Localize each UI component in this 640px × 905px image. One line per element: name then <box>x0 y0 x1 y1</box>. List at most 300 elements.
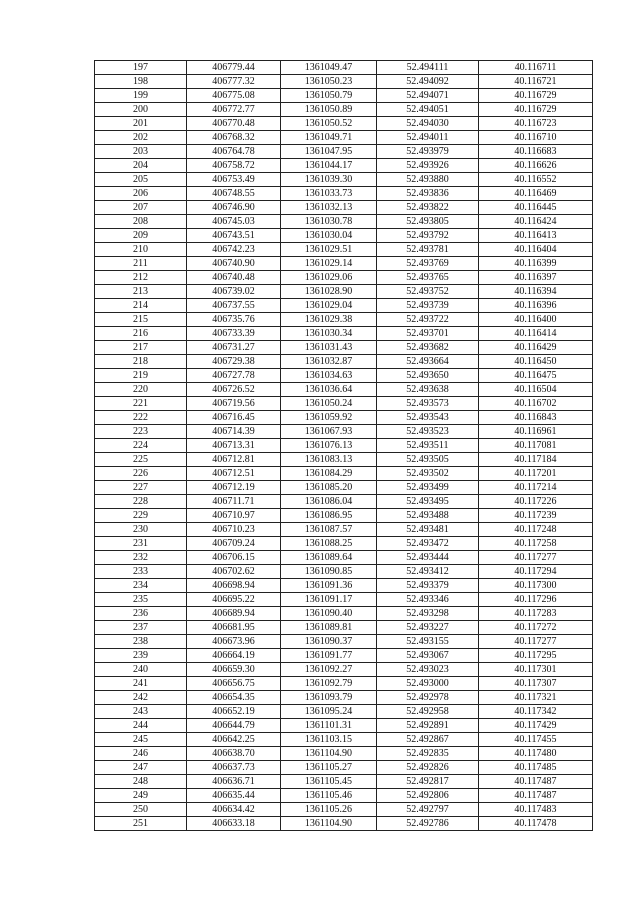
longitude-cell: 40.117487 <box>479 789 593 803</box>
coordinates-table-body <box>95 61 593 831</box>
latitude-cell: 52.493472 <box>377 537 479 551</box>
latitude-cell: 52.493752 <box>377 285 479 299</box>
point-number-cell: 212 <box>95 271 187 285</box>
y-coordinate-cell: 1361034.63 <box>281 369 377 383</box>
table-row <box>95 453 593 467</box>
point-number-cell: 204 <box>95 159 187 173</box>
y-coordinate-cell: 1361030.34 <box>281 327 377 341</box>
table-row <box>95 271 593 285</box>
longitude-cell: 40.116723 <box>479 117 593 131</box>
longitude-cell: 40.117429 <box>479 719 593 733</box>
latitude-cell: 52.492891 <box>377 719 479 733</box>
table-row <box>95 243 593 257</box>
longitude-cell: 40.117307 <box>479 677 593 691</box>
latitude-cell: 52.493444 <box>377 551 479 565</box>
point-number-cell: 209 <box>95 229 187 243</box>
table-row <box>95 761 593 775</box>
longitude-cell: 40.116413 <box>479 229 593 243</box>
table-row <box>95 369 593 383</box>
x-coordinate-cell: 406746.90 <box>187 201 281 215</box>
x-coordinate-cell: 406711.71 <box>187 495 281 509</box>
longitude-cell: 40.116504 <box>479 383 593 397</box>
point-number-cell: 248 <box>95 775 187 789</box>
latitude-cell: 52.493765 <box>377 271 479 285</box>
y-coordinate-cell: 1361092.27 <box>281 663 377 677</box>
y-coordinate-cell: 1361091.77 <box>281 649 377 663</box>
latitude-cell: 52.492826 <box>377 761 479 775</box>
table-row <box>95 103 593 117</box>
table-row <box>95 341 593 355</box>
point-number-cell: 250 <box>95 803 187 817</box>
longitude-cell: 40.117485 <box>479 761 593 775</box>
longitude-cell: 40.117214 <box>479 481 593 495</box>
y-coordinate-cell: 1361105.27 <box>281 761 377 775</box>
table-row <box>95 817 593 831</box>
latitude-cell: 52.494051 <box>377 103 479 117</box>
y-coordinate-cell: 1361050.23 <box>281 75 377 89</box>
y-coordinate-cell: 1361076.13 <box>281 439 377 453</box>
table-row <box>95 131 593 145</box>
x-coordinate-cell: 406638.70 <box>187 747 281 761</box>
point-number-cell: 249 <box>95 789 187 803</box>
longitude-cell: 40.117487 <box>479 775 593 789</box>
x-coordinate-cell: 406695.22 <box>187 593 281 607</box>
latitude-cell: 52.494111 <box>377 61 479 75</box>
x-coordinate-cell: 406777.32 <box>187 75 281 89</box>
table-row <box>95 439 593 453</box>
table-row <box>95 565 593 579</box>
point-number-cell: 199 <box>95 89 187 103</box>
x-coordinate-cell: 406733.39 <box>187 327 281 341</box>
longitude-cell: 40.117184 <box>479 453 593 467</box>
y-coordinate-cell: 1361083.13 <box>281 453 377 467</box>
x-coordinate-cell: 406681.95 <box>187 621 281 635</box>
y-coordinate-cell: 1361086.95 <box>281 509 377 523</box>
y-coordinate-cell: 1361086.04 <box>281 495 377 509</box>
x-coordinate-cell: 406673.96 <box>187 635 281 649</box>
x-coordinate-cell: 406748.55 <box>187 187 281 201</box>
longitude-cell: 40.117294 <box>479 565 593 579</box>
latitude-cell: 52.493722 <box>377 313 479 327</box>
table-row <box>95 705 593 719</box>
longitude-cell: 40.117321 <box>479 691 593 705</box>
y-coordinate-cell: 1361104.90 <box>281 747 377 761</box>
y-coordinate-cell: 1361029.04 <box>281 299 377 313</box>
table-row <box>95 425 593 439</box>
latitude-cell: 52.492867 <box>377 733 479 747</box>
x-coordinate-cell: 406764.78 <box>187 145 281 159</box>
x-coordinate-cell: 406740.48 <box>187 271 281 285</box>
x-coordinate-cell: 406731.27 <box>187 341 281 355</box>
table-row <box>95 75 593 89</box>
latitude-cell: 52.492817 <box>377 775 479 789</box>
y-coordinate-cell: 1361085.20 <box>281 481 377 495</box>
table-row <box>95 187 593 201</box>
latitude-cell: 52.493227 <box>377 621 479 635</box>
x-coordinate-cell: 406712.51 <box>187 467 281 481</box>
y-coordinate-cell: 1361047.95 <box>281 145 377 159</box>
point-number-cell: 206 <box>95 187 187 201</box>
table-row <box>95 313 593 327</box>
y-coordinate-cell: 1361033.73 <box>281 187 377 201</box>
longitude-cell: 40.117301 <box>479 663 593 677</box>
x-coordinate-cell: 406768.32 <box>187 131 281 145</box>
latitude-cell: 52.493836 <box>377 187 479 201</box>
x-coordinate-cell: 406729.38 <box>187 355 281 369</box>
table-row <box>95 649 593 663</box>
latitude-cell: 52.493502 <box>377 467 479 481</box>
table-row <box>95 677 593 691</box>
longitude-cell: 40.116475 <box>479 369 593 383</box>
latitude-cell: 52.493638 <box>377 383 479 397</box>
table-row <box>95 663 593 677</box>
longitude-cell: 40.116414 <box>479 327 593 341</box>
longitude-cell: 40.116711 <box>479 61 593 75</box>
latitude-cell: 52.492806 <box>377 789 479 803</box>
y-coordinate-cell: 1361029.06 <box>281 271 377 285</box>
table-row <box>95 593 593 607</box>
longitude-cell: 40.117455 <box>479 733 593 747</box>
x-coordinate-cell: 406633.18 <box>187 817 281 831</box>
x-coordinate-cell: 406737.55 <box>187 299 281 313</box>
y-coordinate-cell: 1361050.89 <box>281 103 377 117</box>
latitude-cell: 52.492835 <box>377 747 479 761</box>
latitude-cell: 52.494071 <box>377 89 479 103</box>
y-coordinate-cell: 1361093.79 <box>281 691 377 705</box>
point-number-cell: 240 <box>95 663 187 677</box>
point-number-cell: 245 <box>95 733 187 747</box>
x-coordinate-cell: 406709.24 <box>187 537 281 551</box>
table-row <box>95 299 593 313</box>
table-row <box>95 789 593 803</box>
point-number-cell: 247 <box>95 761 187 775</box>
x-coordinate-cell: 406702.62 <box>187 565 281 579</box>
longitude-cell: 40.116404 <box>479 243 593 257</box>
latitude-cell: 52.493412 <box>377 565 479 579</box>
coordinates-table <box>94 60 593 831</box>
latitude-cell: 52.493000 <box>377 677 479 691</box>
table-row <box>95 495 593 509</box>
point-number-cell: 211 <box>95 257 187 271</box>
y-coordinate-cell: 1361089.81 <box>281 621 377 635</box>
y-coordinate-cell: 1361059.92 <box>281 411 377 425</box>
table-row <box>95 803 593 817</box>
x-coordinate-cell: 406656.75 <box>187 677 281 691</box>
point-number-cell: 251 <box>95 817 187 831</box>
latitude-cell: 52.493067 <box>377 649 479 663</box>
latitude-cell: 52.493499 <box>377 481 479 495</box>
y-coordinate-cell: 1361050.24 <box>281 397 377 411</box>
longitude-cell: 40.116961 <box>479 425 593 439</box>
longitude-cell: 40.117296 <box>479 593 593 607</box>
y-coordinate-cell: 1361103.15 <box>281 733 377 747</box>
x-coordinate-cell: 406740.90 <box>187 257 281 271</box>
y-coordinate-cell: 1361105.46 <box>281 789 377 803</box>
longitude-cell: 40.117283 <box>479 607 593 621</box>
latitude-cell: 52.493346 <box>377 593 479 607</box>
longitude-cell: 40.117480 <box>479 747 593 761</box>
x-coordinate-cell: 406712.19 <box>187 481 281 495</box>
latitude-cell: 52.493481 <box>377 523 479 537</box>
point-number-cell: 207 <box>95 201 187 215</box>
x-coordinate-cell: 406739.02 <box>187 285 281 299</box>
latitude-cell: 52.493650 <box>377 369 479 383</box>
point-number-cell: 246 <box>95 747 187 761</box>
point-number-cell: 233 <box>95 565 187 579</box>
table-row <box>95 523 593 537</box>
table-row <box>95 117 593 131</box>
longitude-cell: 40.117483 <box>479 803 593 817</box>
x-coordinate-cell: 406714.39 <box>187 425 281 439</box>
table-row <box>95 607 593 621</box>
y-coordinate-cell: 1361029.51 <box>281 243 377 257</box>
table-row <box>95 257 593 271</box>
x-coordinate-cell: 406652.19 <box>187 705 281 719</box>
point-number-cell: 210 <box>95 243 187 257</box>
x-coordinate-cell: 406659.30 <box>187 663 281 677</box>
longitude-cell: 40.116626 <box>479 159 593 173</box>
y-coordinate-cell: 1361032.13 <box>281 201 377 215</box>
longitude-cell: 40.116396 <box>479 299 593 313</box>
latitude-cell: 52.493979 <box>377 145 479 159</box>
latitude-cell: 52.493664 <box>377 355 479 369</box>
point-number-cell: 242 <box>95 691 187 705</box>
point-number-cell: 238 <box>95 635 187 649</box>
latitude-cell: 52.493781 <box>377 243 479 257</box>
y-coordinate-cell: 1361049.47 <box>281 61 377 75</box>
y-coordinate-cell: 1361049.71 <box>281 131 377 145</box>
x-coordinate-cell: 406758.72 <box>187 159 281 173</box>
point-number-cell: 203 <box>95 145 187 159</box>
latitude-cell: 52.493543 <box>377 411 479 425</box>
y-coordinate-cell: 1361032.87 <box>281 355 377 369</box>
x-coordinate-cell: 406698.94 <box>187 579 281 593</box>
y-coordinate-cell: 1361090.85 <box>281 565 377 579</box>
table-row <box>95 173 593 187</box>
x-coordinate-cell: 406779.44 <box>187 61 281 75</box>
point-number-cell: 234 <box>95 579 187 593</box>
longitude-cell: 40.116729 <box>479 89 593 103</box>
table-row <box>95 481 593 495</box>
y-coordinate-cell: 1361087.57 <box>281 523 377 537</box>
x-coordinate-cell: 406710.23 <box>187 523 281 537</box>
longitude-cell: 40.116399 <box>479 257 593 271</box>
longitude-cell: 40.116429 <box>479 341 593 355</box>
table-row <box>95 691 593 705</box>
y-coordinate-cell: 1361029.14 <box>281 257 377 271</box>
y-coordinate-cell: 1361039.30 <box>281 173 377 187</box>
longitude-cell: 40.116721 <box>479 75 593 89</box>
longitude-cell: 40.117201 <box>479 467 593 481</box>
point-number-cell: 217 <box>95 341 187 355</box>
x-coordinate-cell: 406654.35 <box>187 691 281 705</box>
y-coordinate-cell: 1361031.43 <box>281 341 377 355</box>
latitude-cell: 52.493573 <box>377 397 479 411</box>
point-number-cell: 205 <box>95 173 187 187</box>
x-coordinate-cell: 406713.31 <box>187 439 281 453</box>
latitude-cell: 52.493822 <box>377 201 479 215</box>
y-coordinate-cell: 1361084.29 <box>281 467 377 481</box>
longitude-cell: 40.116397 <box>479 271 593 285</box>
y-coordinate-cell: 1361050.79 <box>281 89 377 103</box>
latitude-cell: 52.493880 <box>377 173 479 187</box>
point-number-cell: 225 <box>95 453 187 467</box>
point-number-cell: 219 <box>95 369 187 383</box>
table-row <box>95 89 593 103</box>
point-number-cell: 215 <box>95 313 187 327</box>
longitude-cell: 40.116400 <box>479 313 593 327</box>
x-coordinate-cell: 406689.94 <box>187 607 281 621</box>
longitude-cell: 40.117300 <box>479 579 593 593</box>
latitude-cell: 52.494011 <box>377 131 479 145</box>
table-row <box>95 775 593 789</box>
y-coordinate-cell: 1361101.31 <box>281 719 377 733</box>
longitude-cell: 40.116445 <box>479 201 593 215</box>
x-coordinate-cell: 406716.45 <box>187 411 281 425</box>
x-coordinate-cell: 406775.08 <box>187 89 281 103</box>
latitude-cell: 52.494092 <box>377 75 479 89</box>
point-number-cell: 220 <box>95 383 187 397</box>
table-row <box>95 355 593 369</box>
latitude-cell: 52.492958 <box>377 705 479 719</box>
longitude-cell: 40.116710 <box>479 131 593 145</box>
longitude-cell: 40.117248 <box>479 523 593 537</box>
x-coordinate-cell: 406745.03 <box>187 215 281 229</box>
x-coordinate-cell: 406634.42 <box>187 803 281 817</box>
table-row <box>95 229 593 243</box>
longitude-cell: 40.117277 <box>479 635 593 649</box>
table-row <box>95 145 593 159</box>
point-number-cell: 229 <box>95 509 187 523</box>
point-number-cell: 228 <box>95 495 187 509</box>
table-row <box>95 509 593 523</box>
y-coordinate-cell: 1361036.64 <box>281 383 377 397</box>
longitude-cell: 40.116394 <box>479 285 593 299</box>
point-number-cell: 221 <box>95 397 187 411</box>
table-row <box>95 537 593 551</box>
longitude-cell: 40.116683 <box>479 145 593 159</box>
latitude-cell: 52.493155 <box>377 635 479 649</box>
point-number-cell: 226 <box>95 467 187 481</box>
point-number-cell: 239 <box>95 649 187 663</box>
table-row <box>95 467 593 481</box>
point-number-cell: 202 <box>95 131 187 145</box>
point-number-cell: 218 <box>95 355 187 369</box>
y-coordinate-cell: 1361104.90 <box>281 817 377 831</box>
y-coordinate-cell: 1361092.79 <box>281 677 377 691</box>
point-number-cell: 230 <box>95 523 187 537</box>
y-coordinate-cell: 1361095.24 <box>281 705 377 719</box>
latitude-cell: 52.494030 <box>377 117 479 131</box>
longitude-cell: 40.117081 <box>479 439 593 453</box>
point-number-cell: 244 <box>95 719 187 733</box>
point-number-cell: 216 <box>95 327 187 341</box>
y-coordinate-cell: 1361067.93 <box>281 425 377 439</box>
point-number-cell: 224 <box>95 439 187 453</box>
point-number-cell: 231 <box>95 537 187 551</box>
y-coordinate-cell: 1361091.36 <box>281 579 377 593</box>
x-coordinate-cell: 406712.81 <box>187 453 281 467</box>
latitude-cell: 52.493523 <box>377 425 479 439</box>
longitude-cell: 40.117258 <box>479 537 593 551</box>
y-coordinate-cell: 1361044.17 <box>281 159 377 173</box>
longitude-cell: 40.116450 <box>479 355 593 369</box>
y-coordinate-cell: 1361030.78 <box>281 215 377 229</box>
longitude-cell: 40.117295 <box>479 649 593 663</box>
table-row <box>95 397 593 411</box>
table-row <box>95 579 593 593</box>
latitude-cell: 52.493739 <box>377 299 479 313</box>
x-coordinate-cell: 406719.56 <box>187 397 281 411</box>
longitude-cell: 40.117226 <box>479 495 593 509</box>
y-coordinate-cell: 1361088.25 <box>281 537 377 551</box>
latitude-cell: 52.493805 <box>377 215 479 229</box>
point-number-cell: 213 <box>95 285 187 299</box>
latitude-cell: 52.493926 <box>377 159 479 173</box>
table-row <box>95 383 593 397</box>
y-coordinate-cell: 1361028.90 <box>281 285 377 299</box>
latitude-cell: 52.492797 <box>377 803 479 817</box>
point-number-cell: 222 <box>95 411 187 425</box>
x-coordinate-cell: 406726.52 <box>187 383 281 397</box>
table-row <box>95 747 593 761</box>
point-number-cell: 243 <box>95 705 187 719</box>
latitude-cell: 52.493495 <box>377 495 479 509</box>
longitude-cell: 40.116424 <box>479 215 593 229</box>
longitude-cell: 40.116702 <box>479 397 593 411</box>
table-row <box>95 201 593 215</box>
y-coordinate-cell: 1361090.37 <box>281 635 377 649</box>
x-coordinate-cell: 406637.73 <box>187 761 281 775</box>
table-row <box>95 215 593 229</box>
point-number-cell: 214 <box>95 299 187 313</box>
y-coordinate-cell: 1361105.45 <box>281 775 377 789</box>
table-row <box>95 61 593 75</box>
point-number-cell: 200 <box>95 103 187 117</box>
x-coordinate-cell: 406772.77 <box>187 103 281 117</box>
latitude-cell: 52.493023 <box>377 663 479 677</box>
latitude-cell: 52.492978 <box>377 691 479 705</box>
latitude-cell: 52.493488 <box>377 509 479 523</box>
x-coordinate-cell: 406753.49 <box>187 173 281 187</box>
point-number-cell: 197 <box>95 61 187 75</box>
y-coordinate-cell: 1361089.64 <box>281 551 377 565</box>
table-row <box>95 719 593 733</box>
point-number-cell: 208 <box>95 215 187 229</box>
table-row <box>95 551 593 565</box>
longitude-cell: 40.116469 <box>479 187 593 201</box>
latitude-cell: 52.493298 <box>377 607 479 621</box>
point-number-cell: 201 <box>95 117 187 131</box>
longitude-cell: 40.117478 <box>479 817 593 831</box>
x-coordinate-cell: 406727.78 <box>187 369 281 383</box>
y-coordinate-cell: 1361029.38 <box>281 313 377 327</box>
point-number-cell: 198 <box>95 75 187 89</box>
x-coordinate-cell: 406735.76 <box>187 313 281 327</box>
point-number-cell: 236 <box>95 607 187 621</box>
table-row <box>95 635 593 649</box>
latitude-cell: 52.493792 <box>377 229 479 243</box>
table-row <box>95 327 593 341</box>
latitude-cell: 52.492786 <box>377 817 479 831</box>
x-coordinate-cell: 406636.71 <box>187 775 281 789</box>
point-number-cell: 241 <box>95 677 187 691</box>
y-coordinate-cell: 1361050.52 <box>281 117 377 131</box>
point-number-cell: 223 <box>95 425 187 439</box>
longitude-cell: 40.117277 <box>479 551 593 565</box>
point-number-cell: 232 <box>95 551 187 565</box>
longitude-cell: 40.116729 <box>479 103 593 117</box>
